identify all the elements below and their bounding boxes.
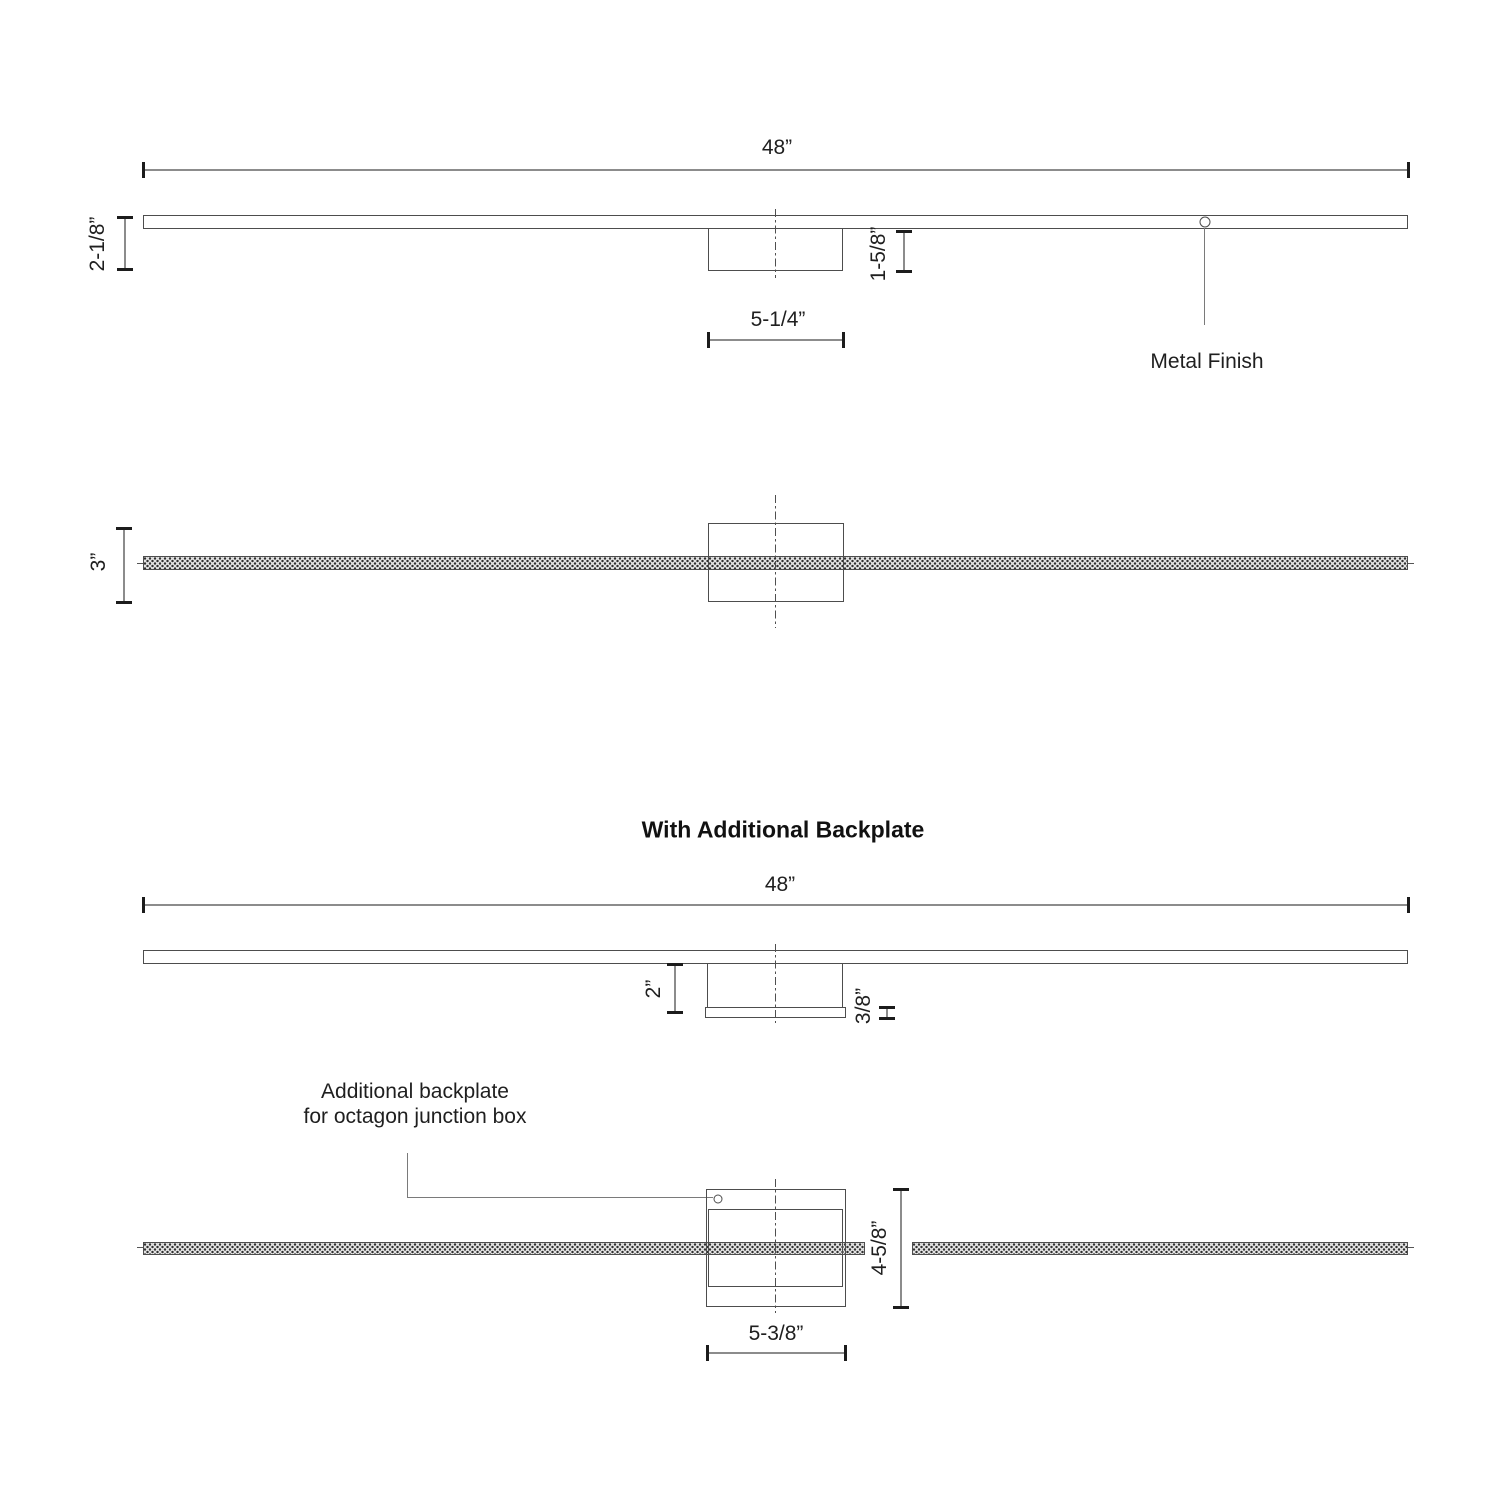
dim-label-plate-height: 4-5/8” [867,1220,891,1276]
centerline [775,209,776,278]
dim-line-overall-width-top [143,169,1408,171]
dim-label-plate-width: 5-3/8” [748,1321,804,1345]
fixture-bar-front-right [912,1242,1408,1255]
dim-line-jbox-width [708,339,843,341]
dim-line-jbox-depth [903,231,905,271]
metal-finish-label: Metal Finish [1150,349,1264,373]
dim-line-fixture-height [123,528,125,602]
dim-line-overall-width-bottom [143,904,1408,906]
dim-label-plate-thickness: 3/8” [851,987,875,1025]
dim-label-jbox-depth: 2” [641,979,665,999]
note-leader-line-vertical [407,1153,408,1198]
finish-leader-line [1204,228,1205,325]
dim-line-plate-width [707,1352,845,1354]
centerline [775,495,776,628]
section-title: With Additional Backplate [641,816,925,843]
centerline [775,1179,776,1313]
dim-line-plate-thickness [886,1007,888,1018]
backplate-note-line1: Additional backplate [321,1079,509,1103]
note-leader-line-horizontal [407,1197,713,1198]
dim-label-fixture-depth: 2-1/8” [85,216,109,272]
dim-label-overall-width-bottom: 48” [764,872,796,896]
dim-label-fixture-height: 3” [86,552,110,572]
dim-line-jbox-depth [674,964,676,1012]
centerline [775,944,776,1023]
dim-label-jbox-width: 5-1/4” [750,307,806,331]
backplate-note-line2: for octagon junction box [303,1104,527,1128]
finish-callout-circle-icon [1200,217,1211,228]
dim-label-jbox-depth: 1-5/8” [866,226,890,282]
dim-line-plate-height [900,1189,902,1307]
dim-label-overall-width-top: 48” [761,135,793,159]
screw-hole-icon [714,1195,723,1204]
dim-line-fixture-depth [124,217,126,269]
